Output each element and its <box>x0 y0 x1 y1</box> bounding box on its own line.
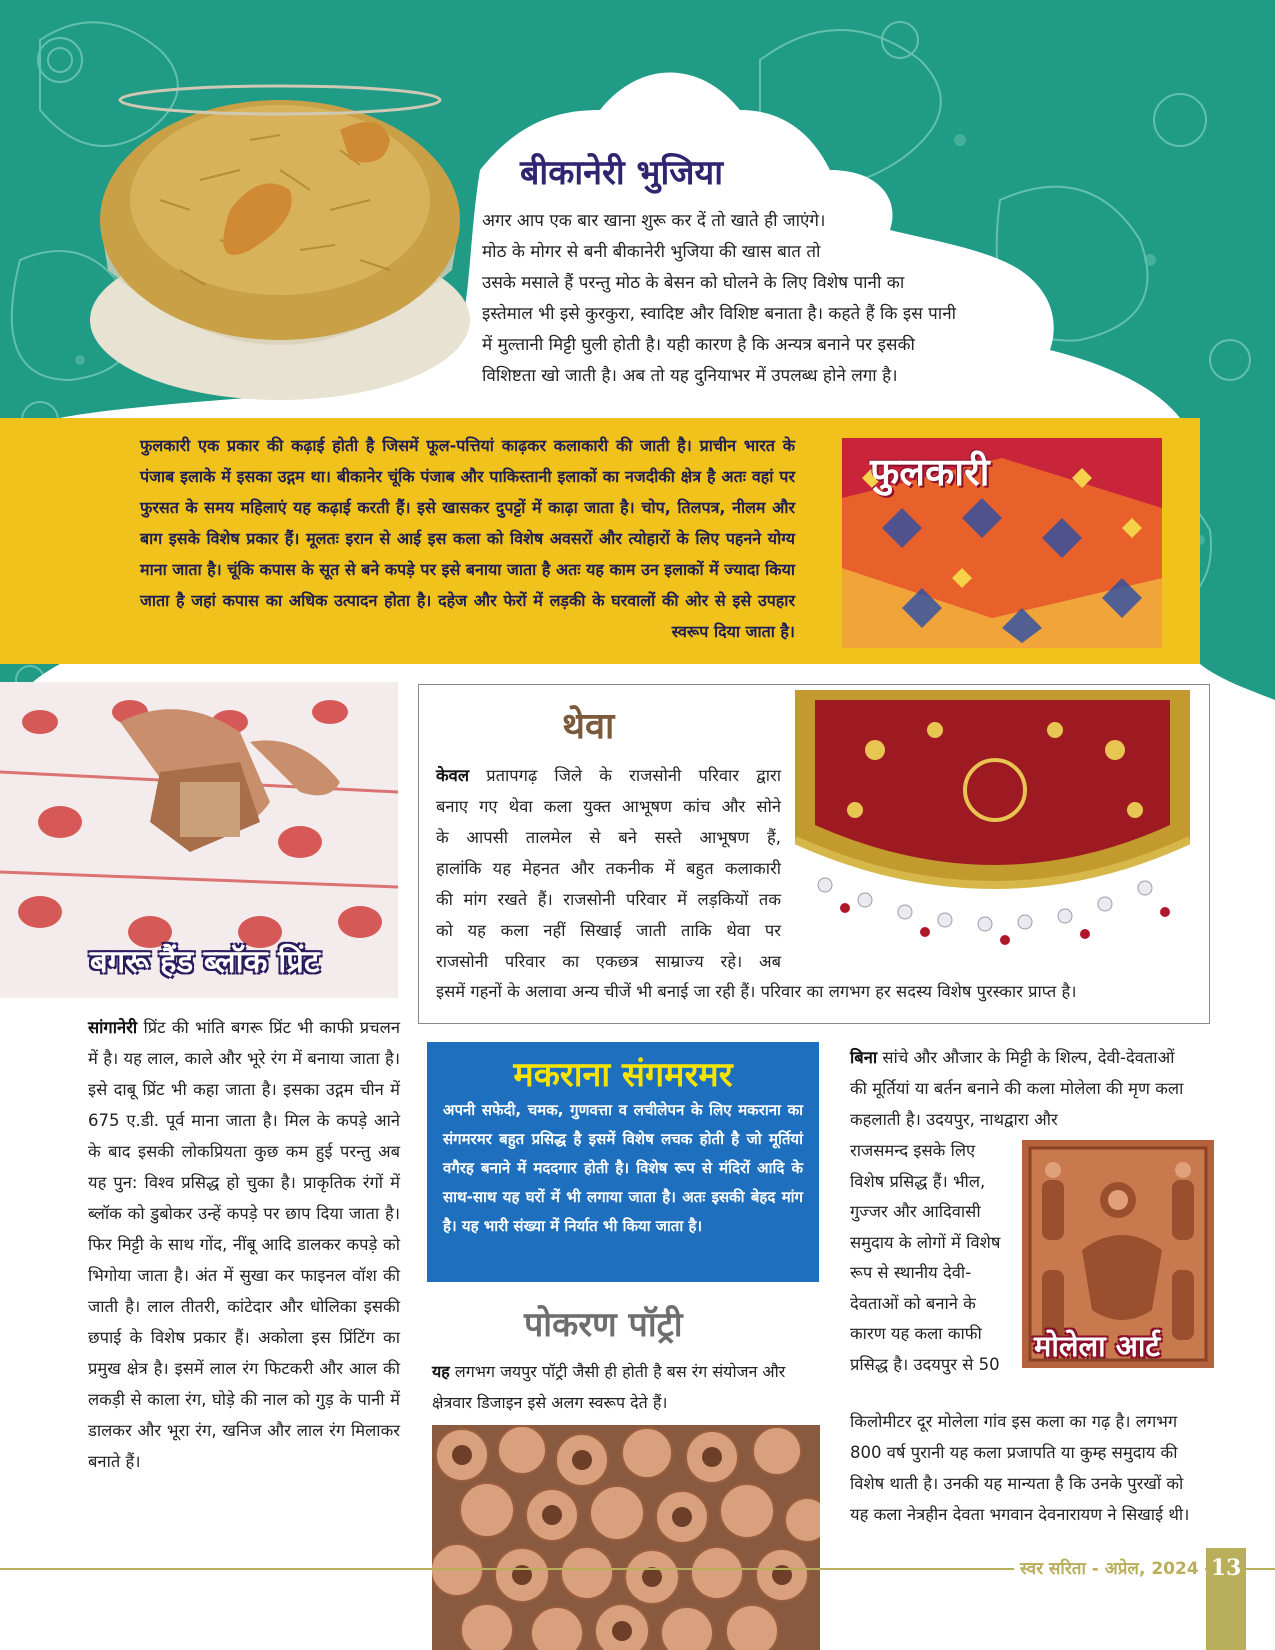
molela-paragraph-2: राजसमन्द इसके लिए विशेष प्रसिद्ध हैं। भील, गुज्जर और आदिवासी समुदाय के लोगों में विशेष रूप से स्थानीय देवी-देवताओं को बनाने के कारण यह कला काफी प्रसिद्ध है। उदयपुर से 50 <box>850 1141 1001 1374</box>
bagru-paragraph <box>88 1012 400 1477</box>
theva-title: थेवा <box>562 706 615 747</box>
theva-line: राजसोनी परिवार का एकछत्र साम्राज्य रहे। अब <box>436 952 781 971</box>
bhujia-line: में मुल्तानी मिट्टी घुली होती है। यही कारण है कि अन्यत्र बनाने पर इसकी <box>482 335 915 355</box>
bhujia-paragraph <box>482 206 1022 392</box>
pokaran-pots-image <box>432 1425 820 1650</box>
molela-paragraph-3: किलोमीटर दूर मोलेला गांव इस कला का गढ़ है। लगभग 800 वर्ष पुरानी यह कला प्रजापति या कुम्ह समुदाय की विशेष थाती है। उनकी यह मान्यता है कि उनके पुरखों को यह कला नेत्रहीन देवता भगवान देवनारायण ने सिखाई थी। <box>850 1412 1190 1524</box>
bagru-lead: सांगानेरी <box>88 1018 138 1037</box>
theva-line: बनाए गए थेवा कला युक्त आभूषण कांच और सोने <box>436 797 781 816</box>
theva-jewellery-image <box>795 690 1190 952</box>
bagru-label: बगरू हैंड ब्लॉक प्रिंट <box>90 944 320 980</box>
theva-lead: केवल <box>436 766 470 785</box>
pokaran-text: लगभग जयपुर पॉट्री जैसी ही होती है बस रंग संयोजन और क्षेत्रवार डिजाइन इसे अलग स्वरूप देते हैं। <box>432 1362 786 1412</box>
theva-line: हालांकि यह मेहनत और तकनीक में बहुत कलाकारी <box>436 859 781 878</box>
pokaran-title: पोकरण पॉट्री <box>524 1305 683 1345</box>
theva-line: की मांग रखते हैं। राजसोनी परिवार में लड़कियों तक <box>436 890 781 909</box>
makrana-paragraph: अपनी सफेदी, चमक, गुणवत्ता व लचीलेपन के लिए मकराना का संगमरमर बहुत प्रसिद्ध है इसमें विशेष लचक होती है जो मूर्तियां वगैरह बनाने में मददगार होती है। विशेष रूप से मंदिरों आदि के साथ-साथ यह घरों में भी लगाया जाता है। अतः इसकी बेहद मांग है। यह भारी संख्या में निर्यात भी किया जाता है। <box>443 1101 803 1235</box>
theva-last-line: इसमें गहनों के अलावा अन्य चीजें भी बनाई जा रही हैं। परिवार का लगभग हर सदस्य विशेष पुरस्कार प्राप्त है। <box>436 982 1077 1001</box>
bhujia-line: अगर आप एक बार खाना शुरू कर दें तो खाते ही जाएंगे। <box>482 211 826 231</box>
phulkari-label: फुलकारी <box>870 450 990 494</box>
makrana-title: मकराना संगमरमर <box>513 1055 733 1095</box>
page-number: 13 <box>1206 1548 1246 1650</box>
footer-magazine-name: स्वर सरिता - अप्रेल, 2024 <box>1014 1556 1205 1579</box>
phulkari-paragraph: फुलकारी एक प्रकार की कढ़ाई होती है जिसमें फूल-पत्तियां काढ़कर कलाकारी की जाती है। प्राचीन भारत के पंजाब इलाके में इसका उद्गम था। बीकानेर चूंकि पंजाब और पाकिस्तानी इलाकों का नजदीकी क्षेत्र है अतः वहां पर फुरसत के समय महिलाएं यह कढ़ाई करती हैं। इसे खासकर दुपट्टों में काढ़ा जाता है। चोप, तिलपत्र, नीलम और बाग इसके विशेष प्रकार हैं। मूलतः इरान से आई इस कला को विशेष अवसरों और त्योहारों के लिए पहनने योग्य माना जाता है। चूंकि कपास के सूत से बने कपड़े पर इसे बनाया जाता है अतः यह काम उन इलाकों में ज्यादा किया जाता है जहां कपास का अधिक उत्पादन होता है। दहेज और फेरों में लड़की के घरवालों की ओर से इसे उपहार स्वरूप दिया जाता है। <box>140 436 795 641</box>
pokaran-lead: यह <box>432 1362 450 1381</box>
pokaran-paragraph <box>432 1356 822 1418</box>
theva-line-text: प्रतापगढ़ जिले के राजसोनी परिवार द्वारा <box>469 766 781 785</box>
bhujia-title: बीकानेरी भुजिया <box>520 153 724 193</box>
bhujia-bowl-image <box>80 60 480 410</box>
molela-lead: बिना <box>850 1048 878 1067</box>
theva-line <box>436 760 781 791</box>
bhujia-line: इस्तेमाल भी इसे कुरकुरा, स्वादिष्ट और विशिष्ट बनाता है। कहते हैं कि इस पानी <box>482 304 957 324</box>
molela-paragraph-1 <box>850 1042 1190 1135</box>
bagru-text: प्रिंट की भांति बगरू प्रिंट भी काफी प्रचलन में है। यह लाल, काले और भूरे रंग में बनाया जाता है। इसे दाबू प्रिंट भी कहा जाता है। इसका उद्गम चीन में 675 ए.डी. पूर्व माना जाता है। मिल के कपड़े आने के बाद इसकी लोकप्रियता कुछ कम हुई परन्तु अब यह पुन: विश्व प्रसिद्ध हो चुका है। प्राकृतिक रंगों में ब्लॉक को डुबोकर उन्हें कपड़े पर छाप दिया जाता है। फिर मिट्टी के साथ गोंद, नींबू आदि डालकर कपड़े को भिगोया जाता है। अंत में सुखा कर फाइनल वॉश की जाती है। लाल तीतरी, कांटेदार और धोलिका इसकी छपाई के विशेष प्रकार हैं। अकोला इस प्रिंटिंग का प्रमुख क्षेत्र है। इसमें लाल रंग फिटकरी और आल की लकड़ी से काला रंग, घोड़े की नाल को गुड़ के पानी में डालकर और भूरा रंग, खनिज और लाल रंग मिलाकर बनाते हैं। <box>88 1018 400 1471</box>
molela-label: मोलेला आर्ट <box>1034 1329 1161 1363</box>
molela-text-1: सांचे और औजार के मिट्टी के शिल्प, देवी-देवताओं की मूर्तियां या बर्तन बनाने की कला मोलेला की मृण कला कहलाती है। उदयपुर, नाथद्वारा और <box>850 1048 1184 1129</box>
theva-paragraph <box>436 760 781 977</box>
theva-line: के आपसी तालमेल से बने सस्ते आभूषण हैं, <box>436 828 781 847</box>
bhujia-line: विशिष्टता खो जाती है। अब तो यह दुनियाभर में उपलब्ध होने लगा है। <box>482 366 898 386</box>
theva-line: को यह कला नहीं सिखाई जाती ताकि थेवा पर <box>436 921 781 940</box>
bhujia-line: मोठ के मोगर से बनी बीकानेरी भुजिया की खास बात तो <box>482 242 821 262</box>
bhujia-line: उसके मसाले हैं परन्तु मोठ के बेसन को घोलने के लिए विशेष पानी का <box>482 273 905 293</box>
